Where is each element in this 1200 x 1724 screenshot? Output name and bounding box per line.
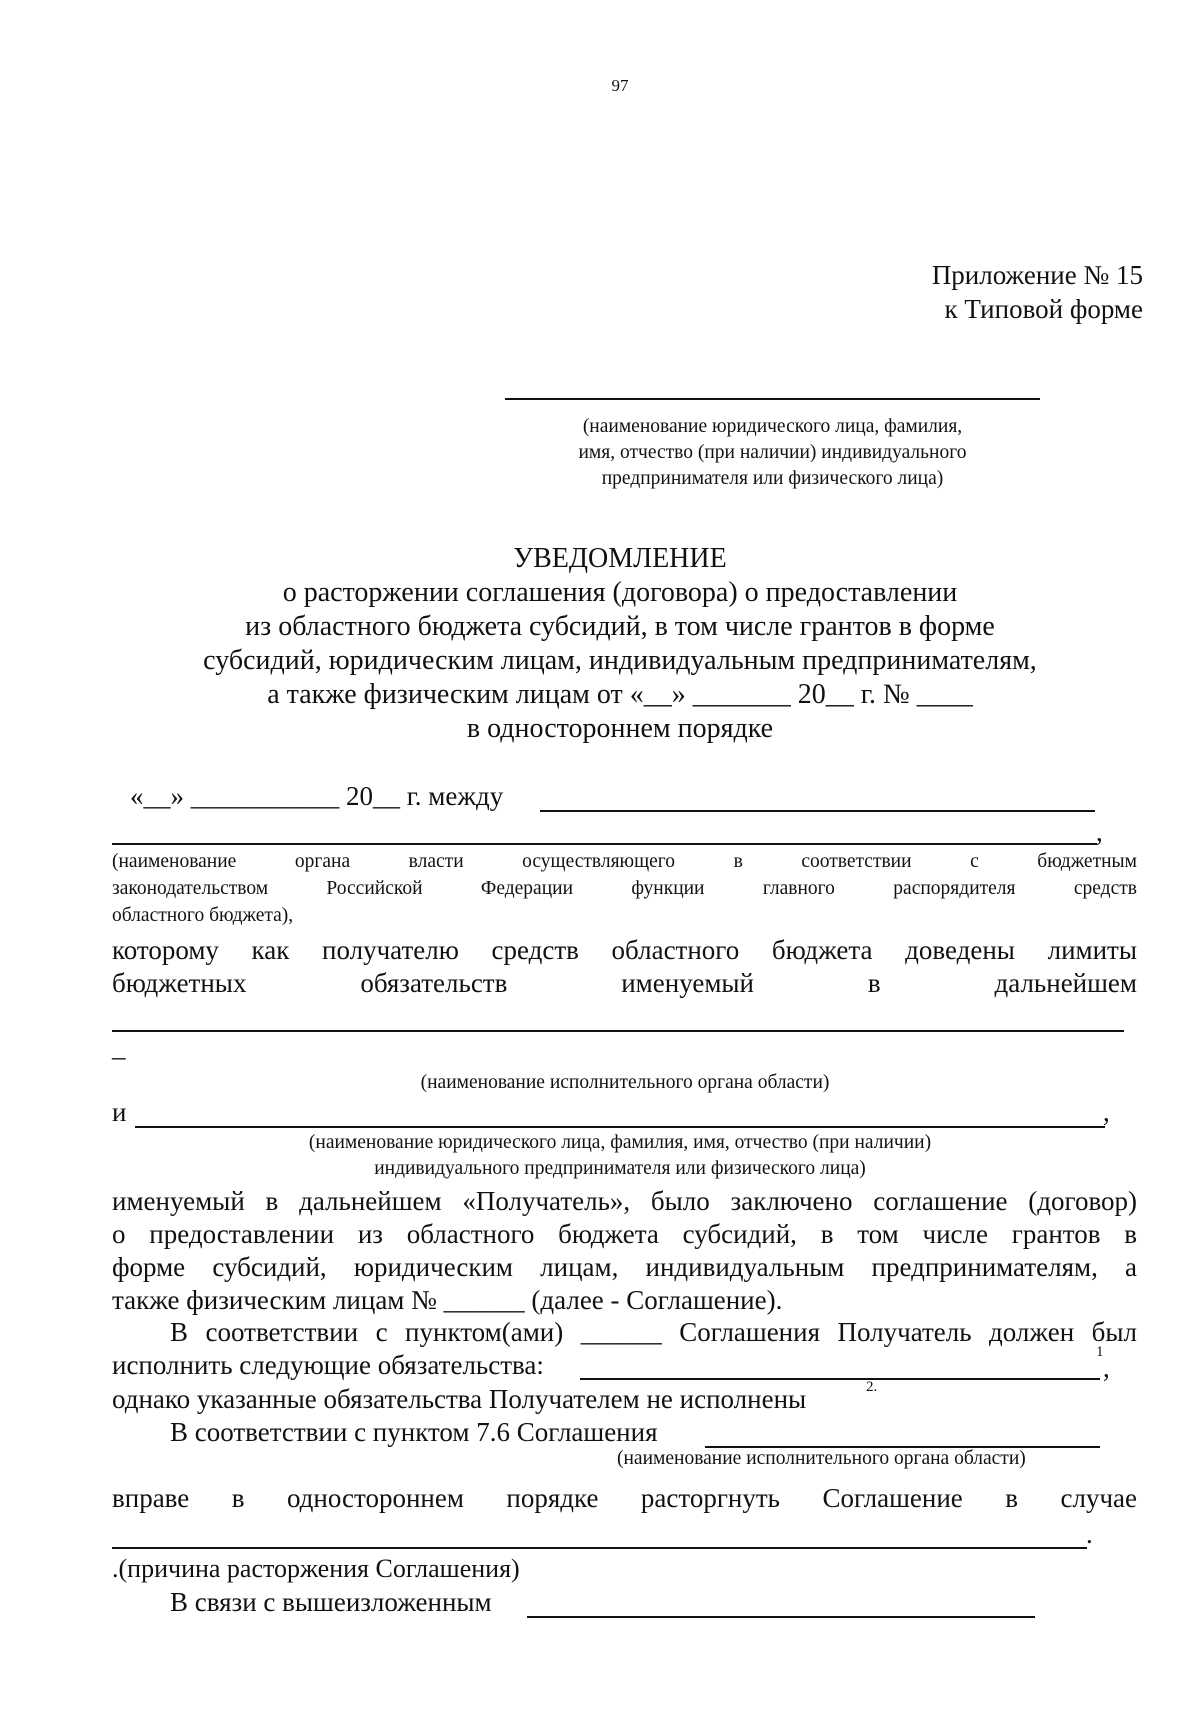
document-title: УВЕДОМЛЕНИЕ [513,543,727,574]
termination-reason-caption: .(причина расторжения Соглашения) [112,1554,520,1583]
termination-period: . [1086,1519,1093,1549]
addressee-caption-2: имя, отчество (при наличии) индивидуального [578,442,967,463]
agreement-line-2: о предоставлении из областного бюджета субсидий, в том числе грантов в [112,1219,1137,1249]
second-party-caption-2: индивидуального предпринимателя или физического лица) [374,1158,866,1179]
footnote-2-marker: 2. [866,1379,878,1395]
authority-caption-2: законодательством Российской Федерации функции главного распорядителя средств [112,878,1137,899]
obligations-blank-line [580,1378,1100,1380]
agreement-paragraph [112,1185,1137,1317]
addressee-caption-1: (наименование юридического лица, фамилия, [582,416,963,437]
second-party-caption [150,1130,1090,1182]
termination-line-2: вправе в одностороннем порядке расторгнуть Соглашение в случае [112,1483,1137,1513]
agreement-line-4: также физическим лицам № ______ (далее - Соглашение). [112,1285,783,1315]
obligations-line-3-text: однако указанные обязательства Получателем не исполнены [112,1384,807,1414]
footnote-1-marker: 1 [1096,1344,1104,1360]
heading-line-1: о расторжении соглашения (договора) о предоставлении [282,577,958,608]
annex-line-1: Приложение № 15 [931,260,1143,290]
annex-header [932,258,1143,326]
annex-line-2: к Типовой форме [944,294,1143,324]
exec-body-caption: (наименование исполнительного органа области) [420,1072,830,1093]
heading-line-3: субсидий, юридическим лицам, индивидуальным предпринимателям, [203,645,1037,676]
authority-caption-1: (наименование органа власти осуществляющего в соответствии с бюджетным [112,851,1137,872]
termination-exec-caption: (наименование исполнительного органа области) [617,1448,1026,1469]
termination-reason-blank-line [112,1547,1087,1549]
heading-line-4: а также физическим лицам от «__» _______ 20__ г. № ____ [267,679,973,710]
recipient-line-2: бюджетных обязательств именуемый в дальнейшем [112,968,1137,998]
heading-line-5: в одностороннем порядке [466,713,774,744]
authority-blank-line [112,843,1097,845]
exec-body-dash: – [112,1041,126,1071]
obligations-line-1: В соответствии с пунктом(ами) ______ Соглашения Получатель должен был [170,1317,1137,1347]
agreement-line-1: именуемый в дальнейшем «Получатель», было заключено соглашение (договор) [112,1186,1137,1216]
addressee-blank-line [505,398,1040,400]
authority-caption-3: областного бюджета), [112,905,294,926]
termination-line-1-text: В соответствии с пунктом 7.6 Соглашения [170,1417,658,1447]
final-blank-line [527,1616,1035,1618]
second-party-comma: , [1103,1097,1110,1127]
between-date: «__» ___________ 20__ г. между [130,781,504,811]
final-line-text: В связи с вышеизложенным [170,1587,492,1617]
second-party-caption-1: (наименование юридического лица, фамилия, имя, отчество (при наличии) [308,1132,932,1153]
second-party-blank-line [135,1126,1105,1128]
authority-comma: , [1096,817,1103,847]
obligations-comma: , [1103,1353,1110,1383]
and-label: и [112,1097,127,1127]
authority-caption [112,848,1137,929]
termination-paragraph [112,1482,1137,1515]
obligations-line-2-text: исполнить следующие обязательства: [112,1350,544,1380]
heading-line-2: из областного бюджета субсидий, в том числе грантов в форме [245,611,995,642]
agreement-line-3: форме субсидий, юридическим лицам, индивидуальным предпринимателям, а [112,1252,1137,1282]
between-blank-line [540,810,1095,812]
recipient-blank-line [112,1030,1124,1032]
addressee-caption [505,414,1040,492]
addressee-caption-3: предпринимателя или физического лица) [601,468,944,489]
recipient-line-1: которому как получателю средств областного бюджета доведены лимиты [112,935,1137,965]
document-heading [150,542,1090,746]
page-number: 97 [611,76,629,95]
obligations-paragraph [112,1316,1137,1349]
recipient-clause [112,934,1137,1000]
